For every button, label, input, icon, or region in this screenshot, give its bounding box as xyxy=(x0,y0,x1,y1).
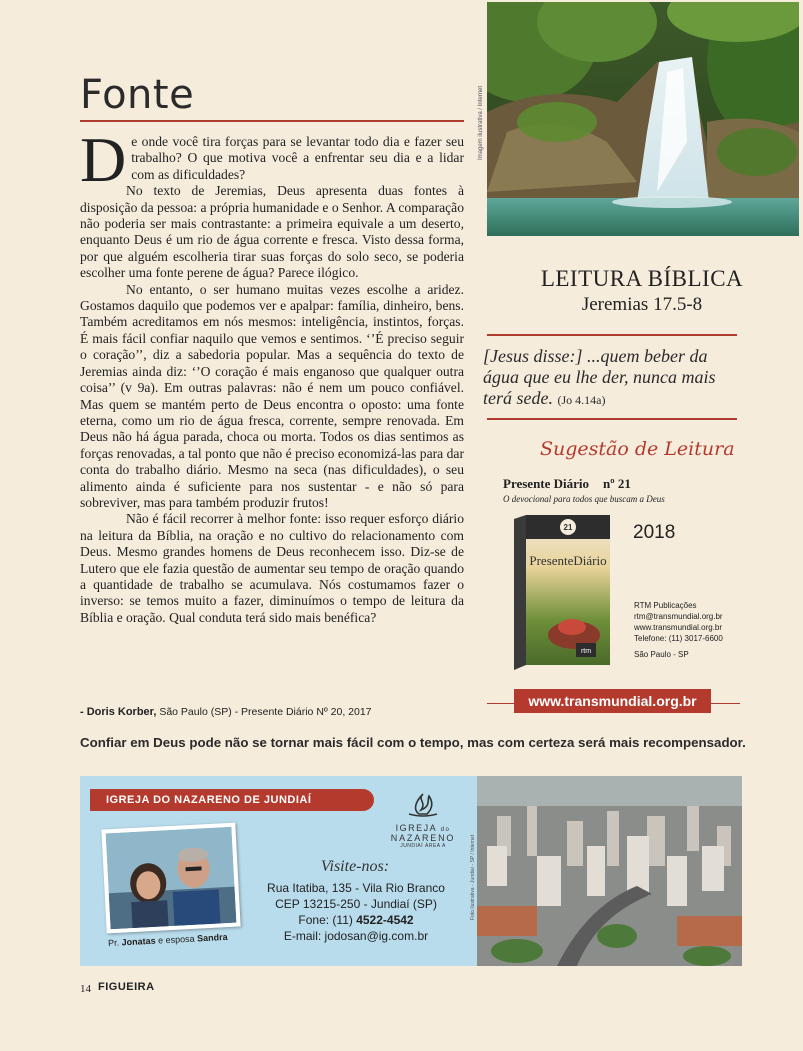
title-divider xyxy=(80,120,464,122)
church-address xyxy=(258,880,454,944)
publisher-site: www.transmundial.org.br xyxy=(634,623,723,632)
bible-reading-title: LEITURA BÍBLICA xyxy=(540,266,744,291)
page-number: 14 xyxy=(80,983,91,995)
cover-title: PresenteDiário xyxy=(529,553,607,568)
page-title: Fonte xyxy=(80,72,195,118)
divider xyxy=(487,418,737,420)
city-aerial-photo xyxy=(477,776,742,966)
article-paragraph: No texto de Jeremias, Deus apresenta duas fontes à disposição da pessoa: a própria humanidade e o Senhor. A comparação não poderia ser mais contrastante: a primeira equivale a um deserto, enquanto Deus é um rio de água corrente e fresca. Visto dessa forma, por que alguém escolheria tirar suas forças do solo seco, se poderia escolher uma fonte perene de água? Parece ilógico. xyxy=(80,183,464,281)
book-year: 2018 xyxy=(633,522,676,543)
publisher-contact xyxy=(634,600,723,660)
book-cover-image xyxy=(514,515,610,670)
bible-verse: [Jesus disse:] ...quem beber da água que eu lhe der, nunca mais terá sede. (Jo 4.14a) xyxy=(483,346,716,408)
photo-caption: Pr. Jonatas e esposa Sandra xyxy=(107,931,228,949)
magazine-name: FIGUEIRA xyxy=(98,981,155,993)
author-name: - Doris Korber, xyxy=(80,706,157,718)
verse-reference: (Jo 4.14a) xyxy=(557,393,606,407)
publisher-email: rtm@transmundial.org.br xyxy=(634,612,723,621)
waterfall-photo xyxy=(487,2,799,236)
publisher-phone: Telefone: (11) 3017-6600 xyxy=(634,634,723,643)
article-paragraph: De onde você tira forças para se levantar todo dia e fazer seu trabalho? O que motiva você a enfrentar seu dia e a lidar com as dificuldades? xyxy=(80,124,464,195)
bible-reading-reference: Jeremias 17.5-8 xyxy=(581,294,703,315)
reading-suggestion-title: Sugestão de Leitura xyxy=(540,438,735,460)
church-phone: Fone: (11) 4522-4542 xyxy=(298,913,414,927)
author-detail: São Paulo (SP) - Presente Diário Nº 20, 2017 xyxy=(159,706,372,718)
book-description: O devocional para todos que buscam a Deus xyxy=(503,494,665,504)
book-title: Presente Diário nº 21 xyxy=(503,476,631,491)
flame-icon xyxy=(403,792,443,818)
photo-credit: Foto ilustrativa - Jundiaí - SP / Internet xyxy=(470,834,476,920)
publisher-name: RTM Publicações xyxy=(634,601,697,610)
publisher-city: São Paulo - SP xyxy=(634,650,689,659)
cover-number: 21 xyxy=(563,523,573,532)
church-logo: IGREJA do NAZARENO JUNDIAÍ ÁREA A xyxy=(383,792,463,849)
photo-credit: Imagem ilustrativa / Internet xyxy=(478,85,484,160)
article-signature xyxy=(80,706,372,718)
address-line: CEP 13215-250 - Jundiaí (SP) xyxy=(275,897,437,911)
pastor-couple-photo xyxy=(101,823,240,934)
cover-publisher: rtm xyxy=(580,648,592,655)
article-body xyxy=(80,124,464,626)
church-banner: IGREJA DO NAZARENO DE JUNDIAÍ xyxy=(90,789,374,811)
church-email: E-mail: jodosan@ig.com.br xyxy=(283,929,429,943)
address-line: Rua Itatiba, 135 - Vila Rio Branco xyxy=(267,881,445,895)
divider xyxy=(487,334,737,336)
drop-cap: D xyxy=(80,124,127,195)
article-paragraph: No entanto, o ser humano muitas vezes escolhe a aridez. Gostamos daquilo que podemos ver e apalpar: família, dinheiro, bens. Também acreditamos em nós mesmos: inteligência, instintos, forças. É mais fácil confiar naquilo que vemos e sentimos. ‘’É preciso seguir o coração’’, diz a sabedoria popular. Mas a sequência do texto de Jeremias ainda diz: ‘’O coração é mais enganoso que qualquer outra coisa’’ (v 9a). Em outras palavras: não é nem um pouco confiável. Mas quem se mantém perto de Deus encontra o oposto: uma fonte eterna, como um rio de água fresca, corrente, sempre renovada. Em Deus não há água parada, choca ou morta. Todos os dias sentimos as forças renovadas, a tal ponto que não é preciso economizá-las para dar conta do trabalho diário. Mesmo na seca (nas dificuldades), o seu alimento ainda é suficiente para nos sustentar - e não só para sobreviver, mas para também produzir frutos! xyxy=(80,281,464,510)
highlight-quote: Confiar em Deus pode não se tornar mais fácil com o tempo, mas com certeza será mais recompensador. xyxy=(80,735,746,750)
visit-heading: Visite-nos: xyxy=(320,858,390,875)
article-paragraph: Não é fácil recorrer à melhor fonte: isso requer esforço diário na leitura da Bíblia, na oração e no cultivo do relacionamento com Deus. Mesmo grandes homens de Deus reconhecem isso. Diz-se de Lutero que ele fazia questão de aumentar seu tempo de oração quando a quantidade de trabalho se acumulava. Nós costumamos fazer o inverso: se temos muito a fazer, diminuímos o tempo de leitura da Bíblia e oração. Qual conduta terá sido mais benéfica? xyxy=(80,511,464,625)
website-link[interactable]: www.transmundial.org.br xyxy=(514,689,711,713)
